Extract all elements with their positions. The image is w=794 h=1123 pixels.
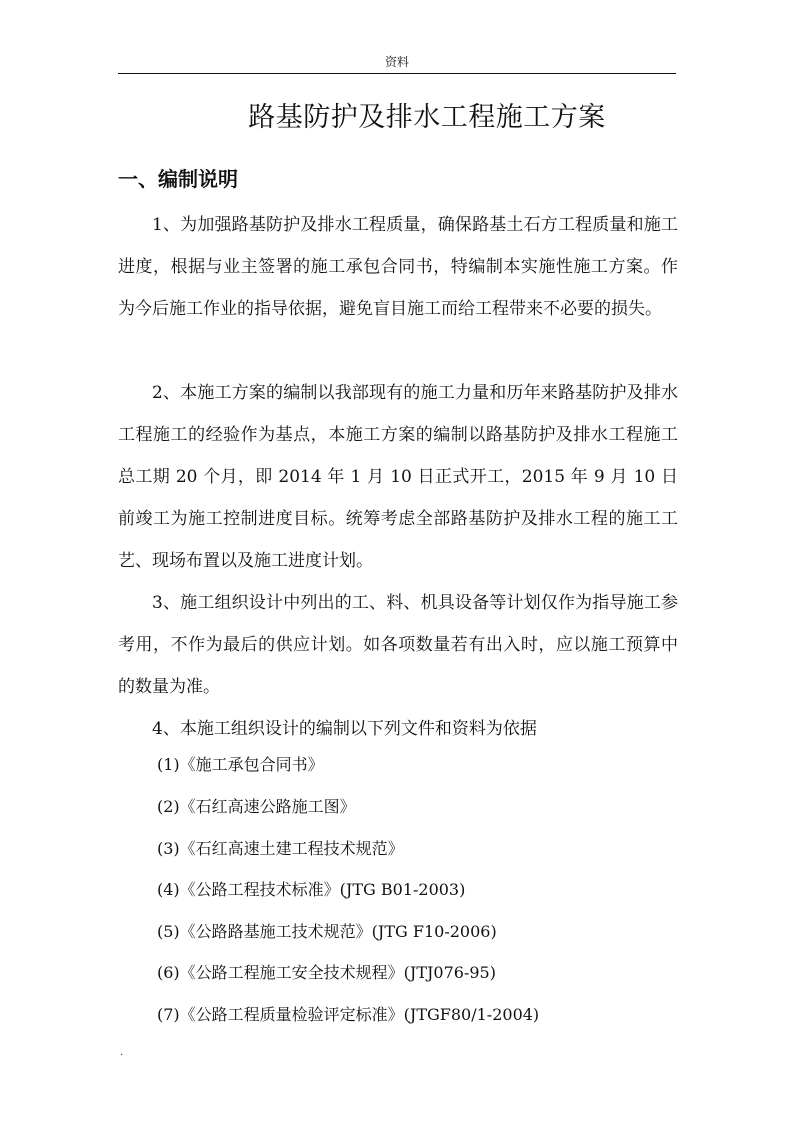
reference-item: (1)《施工承包合同书》 bbox=[157, 755, 324, 774]
paragraph-2: 2、本施工方案的编制以我部现有的施工力量和历年来路基防护及排水工程施工的经验作为基点，本施工方案的编制以路基防护及排水工程施工总工期 20 个月，即 2014 年 1 月 10 日正式开工，2015 年 9 月 10 日前竣工为施工控制进度目标。统筹考虑全部路基防护及排水工程的施工工艺、现场布置以及施工进度计划。 bbox=[118, 383, 678, 571]
paragraph-4: 4、本施工组织设计的编制以下列文件和资料为依据 bbox=[152, 719, 537, 739]
paragraph-3: 3、施工组织设计中列出的工、料、机具设备等计划仅作为指导施工参考用，不作为最后的供应计划。如各项数量若有出入时，应以施工预算中的数量为准。 bbox=[118, 593, 678, 697]
paragraph-1: 1、为加强路基防护及排水工程质量，确保路基土石方工程质量和施工进度，根据与业主签署的施工承包合同书，特编制本实施性施工方案。作为今后施工作业的指导依据，避免盲目施工而给工程带来不必要的损失。 bbox=[118, 215, 678, 319]
reference-item: (5)《公路路基施工技术规范》(JTG F10-2006) bbox=[157, 922, 497, 941]
header-divider bbox=[118, 73, 676, 74]
page-header-label: 资料 bbox=[384, 55, 409, 69]
reference-item: (6)《公路工程施工安全技术规程》(JTJ076-95) bbox=[157, 963, 496, 982]
section-heading: 一、编制说明 bbox=[118, 167, 238, 191]
reference-item: (7)《公路工程质量检验评定标准》(JTGF80/1-2004) bbox=[157, 1005, 540, 1024]
document-title: 路基防护及排水工程施工方案 bbox=[248, 102, 606, 133]
footer-mark: . bbox=[120, 1047, 124, 1058]
reference-item: (2)《石红高速公路施工图》 bbox=[157, 797, 356, 816]
reference-item: (3)《石红高速土建工程技术规范》 bbox=[157, 839, 404, 858]
reference-item: (4)《公路工程技术标准》(JTG B01-2003) bbox=[157, 880, 466, 899]
